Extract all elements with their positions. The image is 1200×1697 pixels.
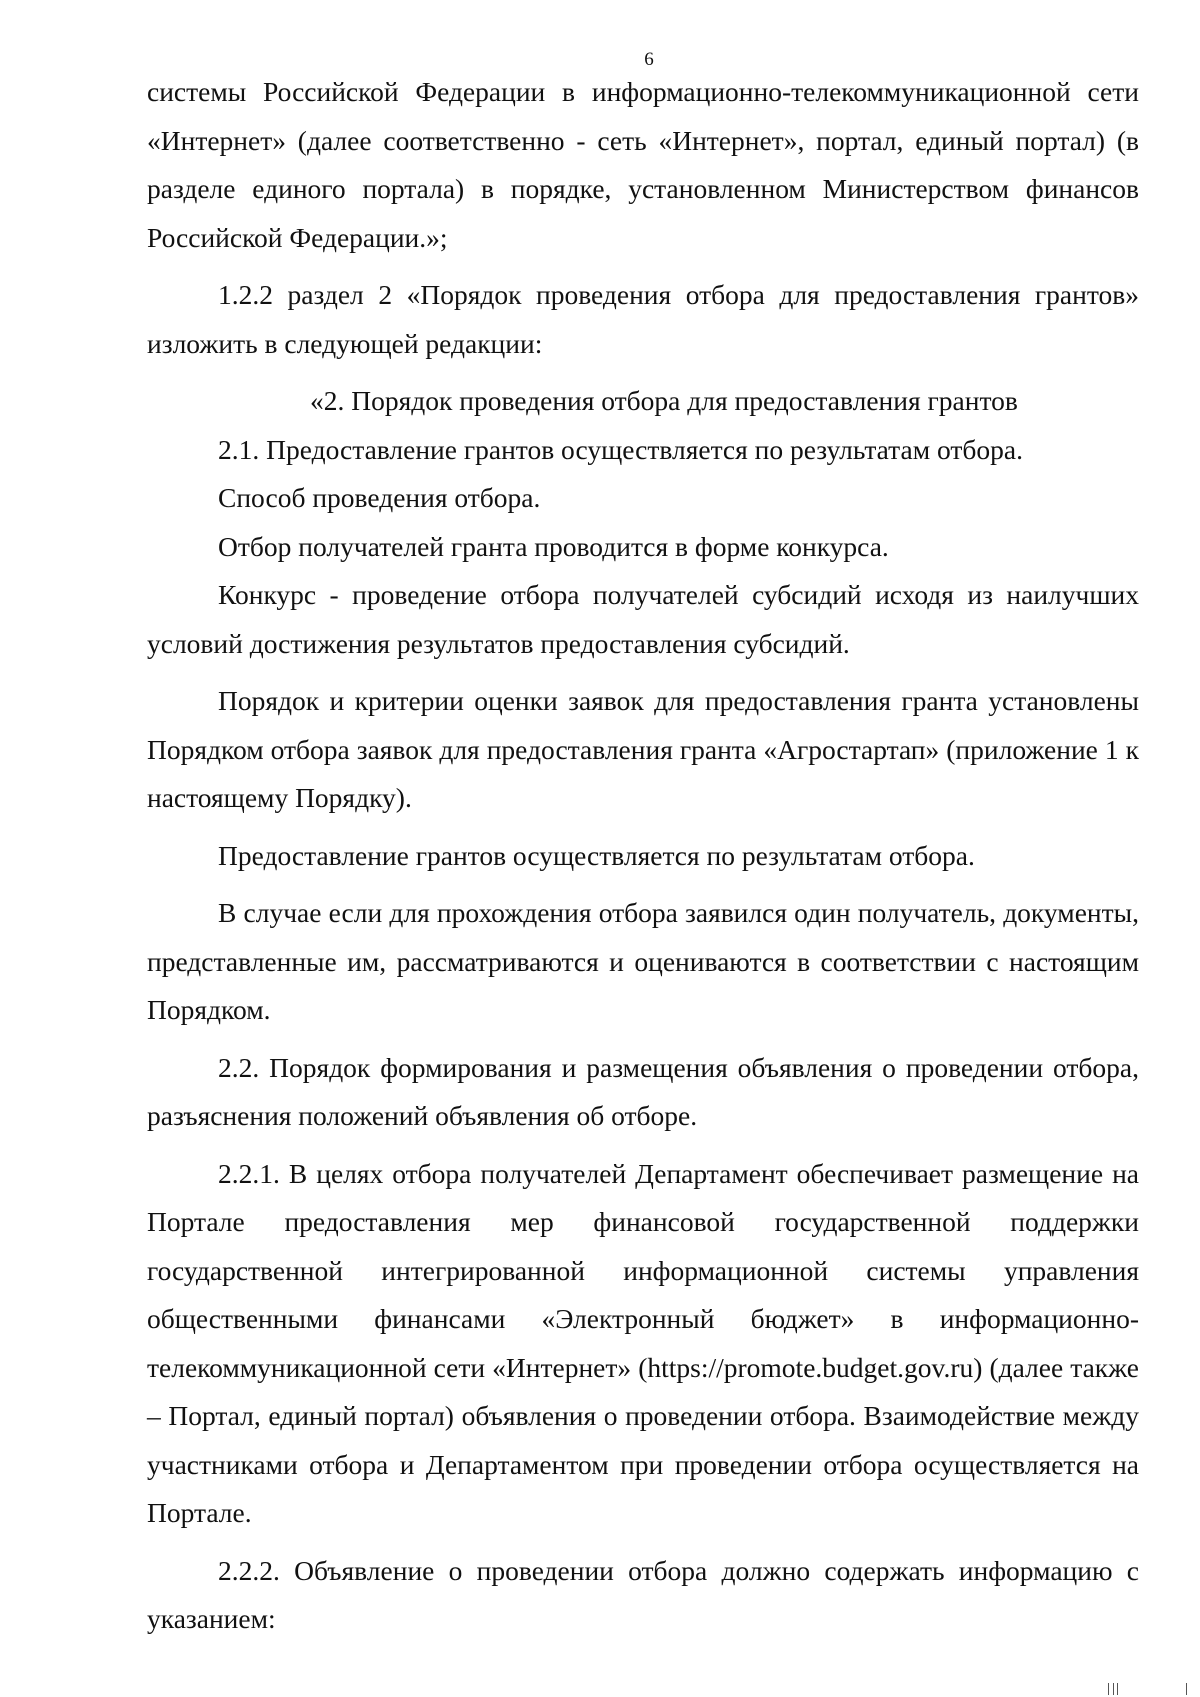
scan-mark [1186,1683,1187,1695]
paragraph-results: Предоставление грантов осуществляется по результатам отбора. [218,839,975,871]
paragraph-criteria: Порядок и критерии оценки заявок для предоставления гранта установлены Порядком отбора заявок для предоставления гранта «Агростартап» (приложение 1 к настоящему Порядку). [147,685,1139,813]
paragraph-2-2: 2.2. Порядок формирования и размещения объявления о проведении отбора, разъяснения положений объявления об отборе. [147,1051,1139,1131]
paragraph-amendment: 1.2.2 раздел 2 «Порядок проведения отбора для предоставления грантов» изложить в следующей редакции: [147,279,1139,359]
document-body [147,68,1139,1644]
scan-mark [1117,1683,1118,1695]
paragraph-2-2-2: 2.2.2. Объявление о проведении отбора должно содержать информацию с указанием: [147,1554,1139,1634]
section-heading: «2. Порядок проведения отбора для предоставления грантов [310,385,1018,416]
paragraph-continuation: системы Российской Федерации в информационно-телекоммуникационной сети «Интернет» (далее соответственно - сеть «Интернет», портал, единый портал) (в разделе единого портала) в порядке, установленном Министерством финансов Российской Федерации.»; [147,76,1139,253]
paragraph-form: Отбор получателей гранта проводится в форме конкурса. [218,530,889,562]
scan-mark [1113,1683,1114,1695]
paragraph-2-1: 2.1. Предоставление грантов осуществляется по результатам отбора. [218,433,1023,465]
paragraph-method: Способ проведения отбора. [218,482,541,513]
scan-mark [1108,1683,1109,1695]
paragraph-contest: Конкурс - проведение отбора получателей субсидий исходя из наилучших условий достижения результатов предоставления субсидий. [147,579,1139,659]
paragraph-single-applicant: В случае если для прохождения отбора заявился один получатель, документы, представленные им, рассматриваются и оцениваются в соответствии с настоящим Порядком. [147,897,1139,1025]
page-number: 6 [644,49,654,70]
paragraph-2-2-1: 2.2.1. В целях отбора получателей Департамент обеспечивает размещение на Портале предоставления мер финансовой государственной поддержки государственной интегрированной информационной системы управления общественными финансами «Электронный бюджет» в информационно-телекоммуникационной сети «Интернет» (https://promote.budget.gov.ru) (далее также – Портал, единый портал) объявления о проведении отбора. Взаимодействие между участниками отбора и Департаментом при проведении отбора осуществляется на Портале. [147,1157,1139,1528]
